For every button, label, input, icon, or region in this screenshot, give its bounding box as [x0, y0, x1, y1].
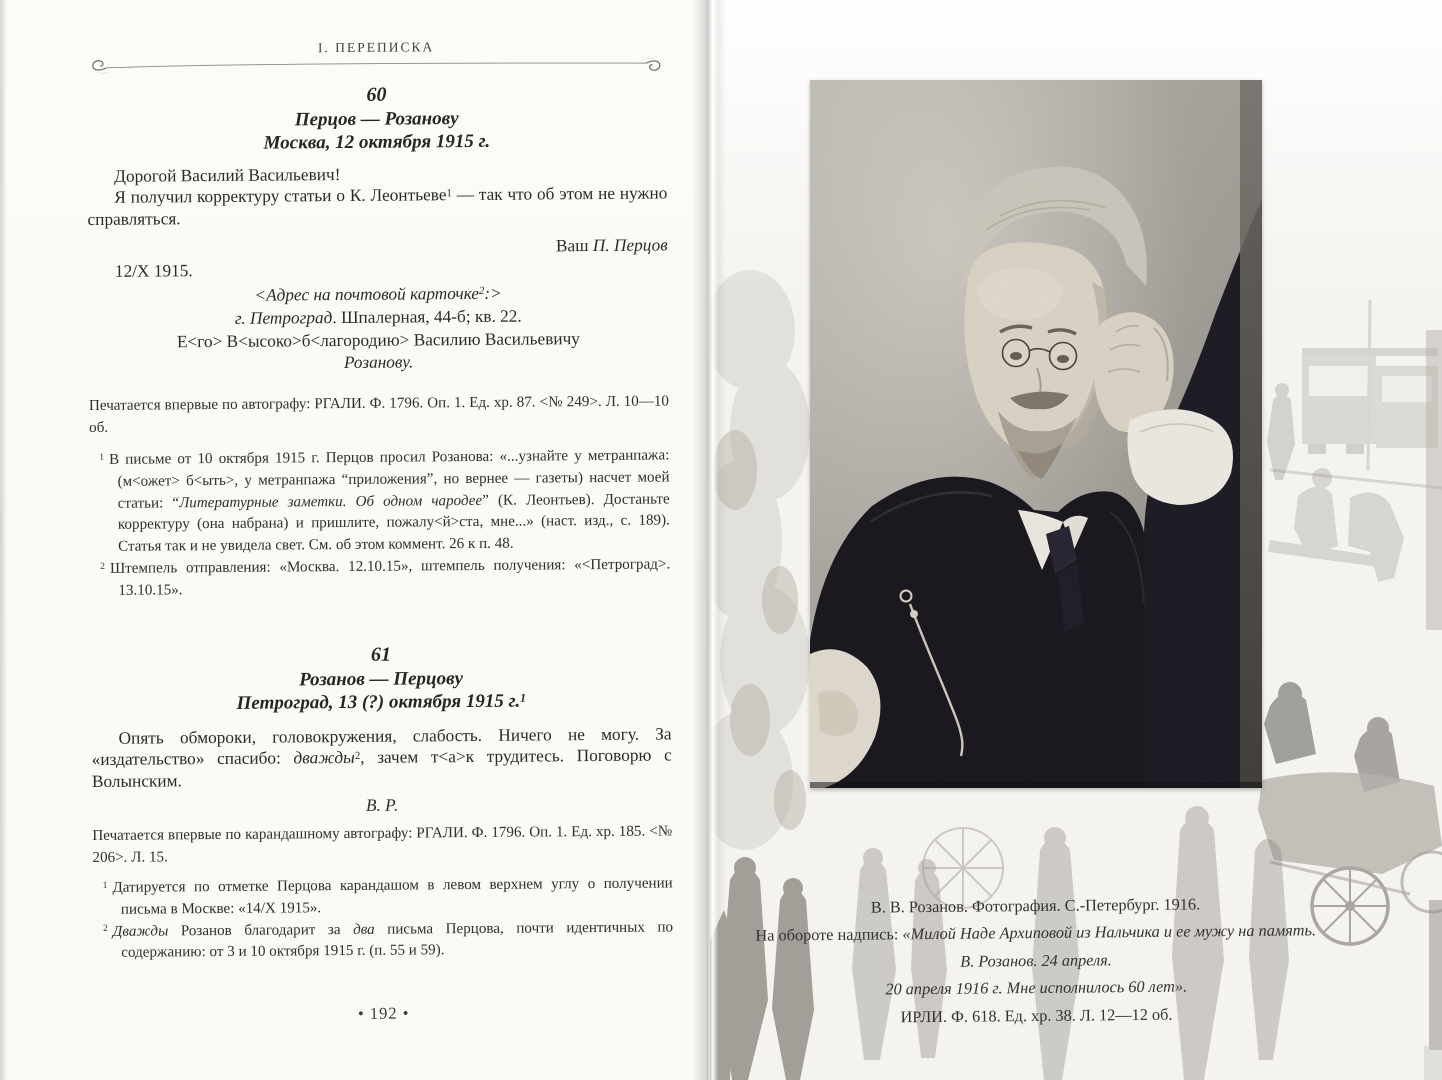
letter-title: Перцов — Розанову	[294, 107, 459, 130]
letter-60-body	[87, 161, 667, 230]
paragraph-text: Опять обмороки, головокружения, слабость. Ничего не могу. За «издательство» спасибо:	[91, 724, 672, 770]
letter-number: 61	[370, 643, 391, 666]
footnote-text: ” (К. Леонтьев). Достаньте корректуру (она набрана) и пришлите, пожалу<й>ста, мне...» (наст. изд., с. 189). Статья так и не увидела свет. См. об этом коммент. 26 к п. 48.	[117, 491, 670, 555]
address-heading-text: :>	[484, 283, 502, 303]
photo-caption	[735, 889, 1336, 1032]
address-street: . Шпалерная, 44-б; кв. 22.	[332, 306, 522, 327]
caption-line-5: ИРЛИ. Ф. 618. Ед. хр. 38. Л. 12—12 об.	[900, 1004, 1173, 1026]
caption-line-4: 20 апреля 1916 г. Мне исполнилось 60 лет».	[885, 976, 1188, 999]
page-number: • 192 •	[357, 1003, 410, 1023]
footnote-text-italic: два	[352, 921, 375, 938]
footnote-ref: 2	[478, 285, 485, 298]
letter-61-source-note: Печатается впервые по карандашному автографу: РГАЛИ. Ф. 1796. Оп. 1. Ед. хр. 185. <№ 206>. Л. 15.	[92, 823, 673, 866]
footnote-ref: 1	[446, 186, 452, 199]
footnote-marker: 2	[100, 561, 105, 572]
footnote-text: В письме от 10 октября 1915 г. Перцов просил Розанова: «...узнайте у метранпажа: (м<ожет> б<ыть>, у метранпажа “приложения”, но вернее — газеты) насчет моей статьи: “	[108, 447, 670, 512]
header-flourish-divider	[86, 53, 666, 78]
footnote-marker: 1	[102, 880, 108, 891]
footnote-text: Штемпель отправления: «Москва. 12.10.15», штемпель получения: «<Петроград>. 13.10.15».	[109, 556, 671, 599]
paragraph-text-italic: дважды	[293, 748, 355, 768]
footnote-ref: 1	[520, 691, 527, 705]
address-city: г. Петроград	[234, 307, 333, 328]
left-page-text-column	[86, 0, 674, 1080]
paragraph-text: , зачем т<а>к трудитесь. Поговорю с Волынским.	[91, 745, 672, 791]
footnote-text-italic: Дважды	[112, 922, 169, 940]
dateline-text: Петроград, 13 (?) октября 1915 г.	[236, 690, 521, 714]
address-line-surname: Розанову.	[343, 352, 414, 373]
salutation: Дорогой Василий Васильевич!	[114, 165, 341, 186]
footnote-text-italic: Литературные заметки. Об одном чародее	[178, 492, 483, 511]
left-page	[0, 0, 710, 1080]
footnote-ref: 2	[354, 749, 361, 762]
signature-prefix: Ваш	[555, 236, 593, 256]
letter-61-body	[91, 723, 671, 792]
letter-60-paragraph	[87, 183, 667, 230]
letter-60-heading	[86, 81, 667, 156]
caption-line-3: В. Розанов. 24 апреля.	[960, 950, 1112, 971]
letter-60-signature	[88, 235, 668, 260]
footnote-marker: 1	[99, 452, 105, 463]
rozanov-portrait-photo	[810, 80, 1262, 788]
footnote-1	[89, 445, 670, 559]
running-header: I. ПЕРЕПИСКА	[317, 39, 435, 56]
address-heading-text: <Адрес на почтовой карточке	[254, 283, 480, 305]
postcard-address-block	[88, 281, 669, 377]
caption-inscription-italic: «Милой Наде Архиповой из Нальчика и ее мужу на память.	[902, 920, 1317, 944]
footnote-text: письма Перцова, почти идентичных по содержанию: от 3 и 10 октября 1915 г. (п. 55 и 59).	[121, 919, 674, 962]
paragraph-text: Я получил корректуру статьи о К. Леонтьеве	[114, 185, 447, 208]
letter-dateline	[91, 688, 671, 716]
caption-line-1: В. В. Розанов. Фотография. С.-Петербург. 1916.	[870, 894, 1201, 917]
letter-dateline: Москва, 12 октября 1915 г.	[263, 130, 491, 154]
letter-number: 60	[366, 83, 387, 106]
signature-name: П. Перцов	[592, 235, 668, 256]
paragraph-text: — так что об этом не нужно справляться.	[87, 183, 668, 229]
letter-60-date: 12/X 1915.	[114, 261, 193, 281]
footnote-text: Розанов благодарит за	[168, 921, 354, 939]
letter-61-footnotes	[93, 873, 674, 965]
letter-title: Розанов — Перцову	[299, 667, 464, 690]
letter-61-heading	[91, 641, 672, 716]
right-page	[710, 0, 1442, 1080]
footnote-marker: 2	[103, 924, 108, 935]
letter-61-paragraph	[91, 723, 671, 792]
letter-60-footnotes	[89, 445, 670, 602]
caption-line-2	[736, 917, 1336, 950]
address-line-recipient: Е<го> В<ысоко>б<лагородию> Василию Васильевичу	[176, 328, 580, 351]
letter-61-signature: В. Р.	[365, 795, 399, 815]
footnote-2	[90, 554, 670, 602]
letter-60-source-note: Печатается впервые по автографу: РГАЛИ. Ф. 1796. Оп. 1. Ед. хр. 87. <№ 249>. Л. 10—10 об.	[88, 393, 669, 436]
footnote-1	[93, 873, 673, 921]
footnote-text: Датируется по отметке Перцова карандашом в левом верхнем углу о получении письма в Москве: «14/X 1915».	[112, 875, 673, 918]
caption-text: На обороте надпись:	[755, 924, 903, 946]
footnote-2	[93, 917, 673, 965]
